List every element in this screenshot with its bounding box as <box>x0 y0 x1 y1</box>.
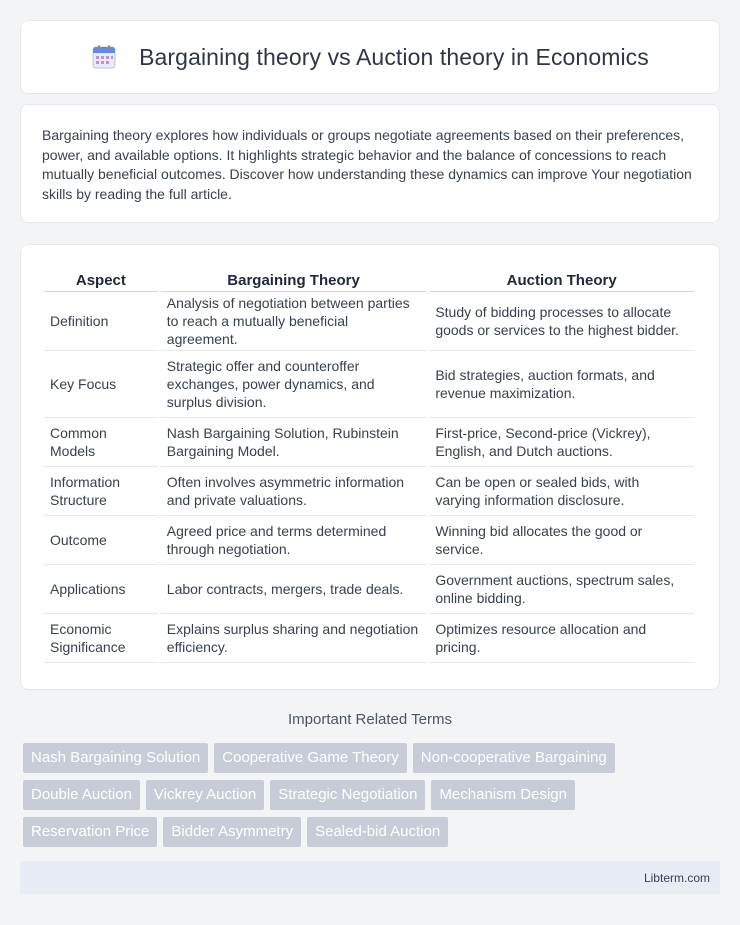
related-term-tag[interactable]: Strategic Negotiation <box>270 780 425 810</box>
aspect-cell: Applications <box>44 565 158 614</box>
table-row <box>44 614 694 663</box>
related-term-tag[interactable]: Double Auction <box>23 780 140 810</box>
tag-row <box>23 817 703 847</box>
tag-row <box>23 743 703 773</box>
auction-cell: Winning bid allocates the good or service. <box>429 516 694 565</box>
bargaining-cell: Strategic offer and counteroffer exchanges, power dynamics, and surplus division. <box>161 351 427 418</box>
bargaining-cell: Agreed price and terms determined through negotiation. <box>161 516 427 565</box>
table-row <box>44 418 694 467</box>
comparison-card <box>20 244 720 690</box>
bargaining-cell: Explains surplus sharing and negotiation efficiency. <box>161 614 427 663</box>
aspect-cell: Outcome <box>44 516 158 565</box>
header-card <box>20 20 720 94</box>
auction-cell: Government auctions, spectrum sales, online bidding. <box>429 565 694 614</box>
table-row <box>44 292 694 351</box>
related-term-tag[interactable]: Bidder Asymmetry <box>163 817 301 847</box>
table-row <box>44 467 694 516</box>
related-term-tag[interactable]: Cooperative Game Theory <box>214 743 406 773</box>
bargaining-cell: Nash Bargaining Solution, Rubinstein Bargaining Model. <box>161 418 427 467</box>
header-bargaining: Bargaining Theory <box>161 265 427 292</box>
aspect-cell: Economic Significance <box>44 614 158 663</box>
footer <box>20 861 720 894</box>
auction-cell: Optimizes resource allocation and pricing. <box>429 614 694 663</box>
auction-cell: Bid strategies, auction formats, and revenue maximization. <box>429 351 694 418</box>
header-aspect: Aspect <box>44 265 158 292</box>
related-term-tag[interactable]: Mechanism Design <box>431 780 575 810</box>
header-auction: Auction Theory <box>429 265 694 292</box>
auction-cell: Can be open or sealed bids, with varying information disclosure. <box>429 467 694 516</box>
bargaining-cell: Labor contracts, mergers, trade deals. <box>161 565 427 614</box>
table-row <box>44 351 694 418</box>
calendar-icon <box>91 44 117 70</box>
tag-row <box>23 780 703 810</box>
aspect-cell: Common Models <box>44 418 158 467</box>
related-term-tag[interactable]: Non-cooperative Bargaining <box>413 743 615 773</box>
auction-cell: Study of bidding processes to allocate goods or services to the highest bidder. <box>429 292 694 351</box>
related-term-tag[interactable]: Nash Bargaining Solution <box>23 743 208 773</box>
table-header-row <box>44 265 694 292</box>
related-terms <box>23 743 703 854</box>
auction-cell: First-price, Second-price (Vickrey), English, and Dutch auctions. <box>429 418 694 467</box>
bargaining-cell: Often involves asymmetric information and private valuations. <box>161 467 427 516</box>
table-row <box>44 565 694 614</box>
intro-card <box>20 104 720 223</box>
related-term-tag[interactable]: Reservation Price <box>23 817 157 847</box>
aspect-cell: Key Focus <box>44 351 158 418</box>
related-term-tag[interactable]: Sealed-bid Auction <box>307 817 448 847</box>
footer-site-link[interactable]: Libterm.com <box>643 870 710 885</box>
related-terms-title: Important Related Terms <box>288 711 452 728</box>
comparison-table <box>41 265 697 663</box>
table-row <box>44 516 694 565</box>
aspect-cell: Definition <box>44 292 158 351</box>
page-title: Bargaining theory vs Auction theory in Economics <box>139 43 649 70</box>
aspect-cell: Information Structure <box>44 467 158 516</box>
bargaining-cell: Analysis of negotiation between parties to reach a mutually beneficial agreement. <box>161 292 427 351</box>
related-term-tag[interactable]: Vickrey Auction <box>146 780 264 810</box>
intro-text: Bargaining theory explores how individuals or groups negotiate agreements based on their preferences, power, and available options. It highlights strategic behavior and the balance of concessions to reach mutually beneficial outcomes. Discover how understanding these dynamics can improve Your negotiation skills by reading the full article. <box>42 127 692 202</box>
